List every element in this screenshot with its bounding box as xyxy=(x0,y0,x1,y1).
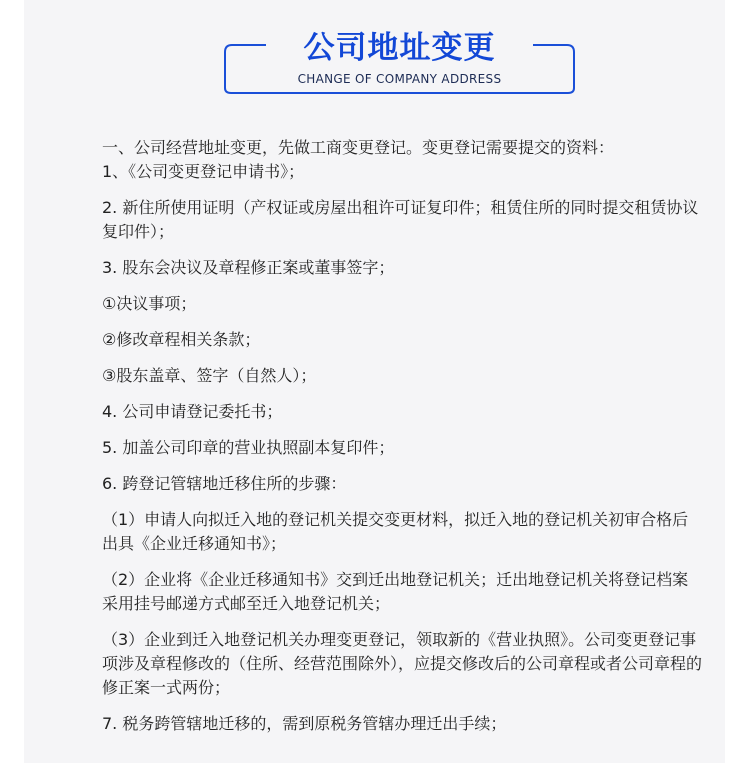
list-item: 7. 税务跨管辖地迁移的，需到原税务管辖办理迁出手续； xyxy=(102,714,507,733)
content-panel xyxy=(24,0,725,763)
document-body xyxy=(102,136,702,736)
list-item: 4. 公司申请登记委托书； xyxy=(102,402,283,421)
page-title: 公司地址变更 xyxy=(303,30,496,66)
list-item: 1、《公司变更登记申请书》； xyxy=(102,162,305,181)
list-item: （3）企业到迁入地登记机关办理变更登记，领取新的《营业执照》。公司变更登记事项涉及章程修改的（住所、经营范围除外），应提交修改后的公司章程或者公司章程的修正案一式两份； xyxy=(102,630,703,697)
list-item: 3. 股东会决议及章程修正案或董事签字； xyxy=(102,258,395,277)
list-item: ③股东盖章、签字（自然人）； xyxy=(102,366,317,385)
list-item: （1）申请人向拟迁入地的登记机关提交变更材料，拟迁入地的登记机关初审合格后出具《企业迁移通知书》； xyxy=(102,510,689,553)
list-item: （2）企业将《企业迁移通知书》交到迁出地登记机关；迁出地登记机关将登记档案采用挂号邮递方式邮至迁入地登记机关； xyxy=(102,570,689,613)
list-item: 6. 跨登记管辖地迁移住所的步骤： xyxy=(102,474,347,493)
title-banner xyxy=(224,18,575,94)
list-item: ①决议事项； xyxy=(102,294,197,313)
list-item: ②修改章程相关条款； xyxy=(102,330,261,349)
list-item: 5. 加盖公司印章的营业执照副本复印件； xyxy=(102,438,395,457)
list-item: 2. 新住所使用证明（产权证或房屋出租许可证复印件；租赁住所的同时提交租赁协议复印件）； xyxy=(102,198,699,241)
intro-text: 一、公司经营地址变更，先做工商变更登记。变更登记需要提交的资料： xyxy=(102,138,615,157)
page-subtitle: CHANGE OF COMPANY ADDRESS xyxy=(297,72,502,86)
